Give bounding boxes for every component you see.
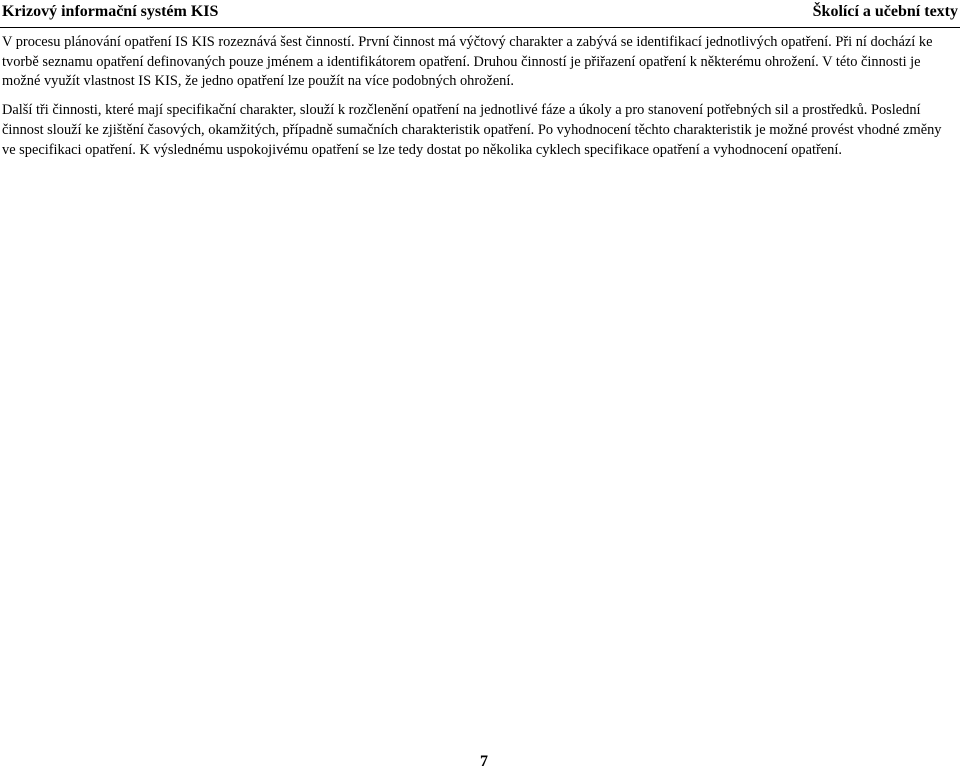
page-body	[2, 33, 956, 169]
page-header	[0, 0, 960, 28]
document-category: Školící a učební texty	[812, 3, 958, 20]
paragraph-specification-activities: Další tři činnosti, které mají specifikační charakter, slouží k rozčlenění opatření na jednotlivé fáze a úkoly a pro stanovení potřebných sil a prostředků. Poslední činnost slouží ke zjištění časových, okamžitých, případně sumačních charakteristik opatření. Po vyhodnocení těchto charakteristik je možné provést vhodné změny ve specifikaci opatření. K výslednému uspokojivému opatření se lze tedy dostat po několika cyklech specifikace opatření a vyhodnocení opatření.	[2, 102, 942, 158]
paragraph-planning-activities: V procesu plánování opatření IS KIS rozeznává šest činností. První činnost má výčtový charakter a zabývá se identifikací jednotlivých opatření. Při ní dochází ke tvorbě seznamu opatření definovaných pouze jménem a identifikátorem opatření. Druhou činností je přiřazení opatření k některému ohrožení. V této činnosti je možné využít vlastnost IS KIS, že jedno opatření lze použít na více podobných ohrožení.	[2, 34, 933, 90]
page-number: 7	[480, 753, 488, 770]
document-title: Krizový informační systém KIS	[2, 3, 219, 20]
